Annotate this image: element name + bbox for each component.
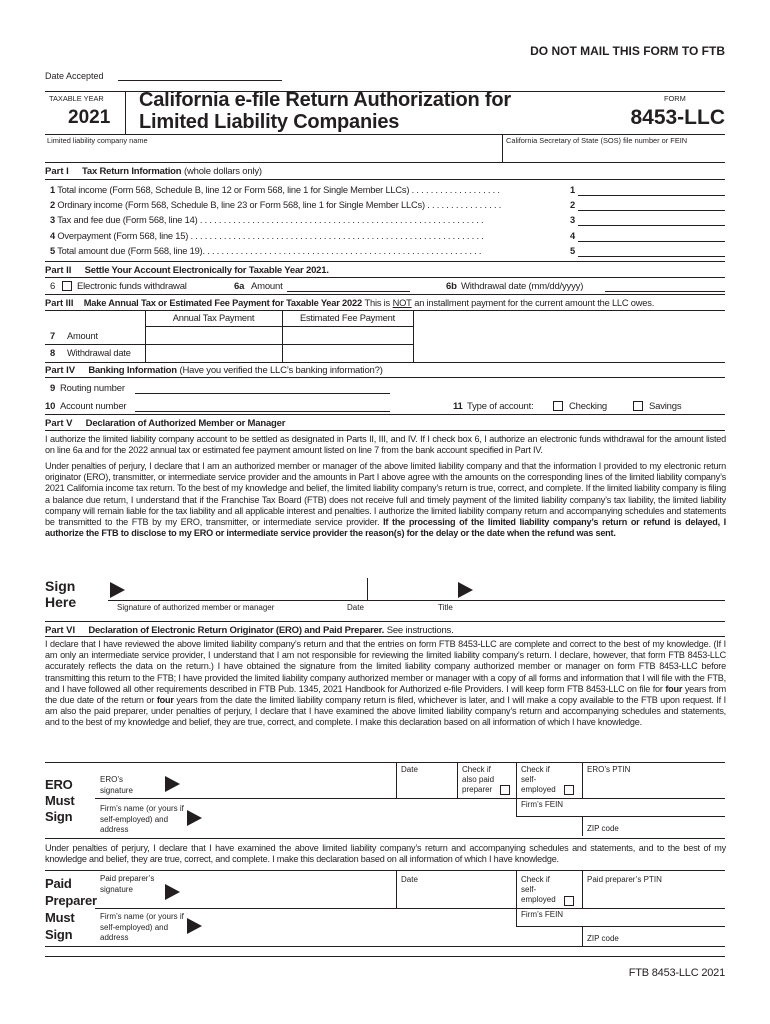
paid-label-1: Paid xyxy=(45,876,72,891)
line6b-date-field[interactable] xyxy=(605,281,725,292)
ero-firm-name-label: Firm’s name (or yours if self-employed) and address xyxy=(100,804,184,834)
line6-label: Electronic funds withdrawal xyxy=(77,281,187,292)
date-label: Date xyxy=(347,603,364,612)
ero-self-employed-label: Check if self-employed xyxy=(521,765,556,794)
account-type-label: Type of account: xyxy=(467,401,534,412)
signature-label: Signature of authorized member or manager xyxy=(117,603,275,612)
routing-number-label: Routing number xyxy=(60,383,125,394)
checking-checkbox[interactable] xyxy=(553,401,563,411)
form-label: FORM xyxy=(664,94,686,103)
preparer-sign-arrow-icon xyxy=(165,884,180,900)
ero-label-1: ERO xyxy=(45,777,73,792)
llc-name-field[interactable] xyxy=(47,146,497,158)
member-signature-field[interactable] xyxy=(130,578,360,598)
part6-see-instructions: See instructions. xyxy=(386,625,454,636)
ero-signature-label: ERO’s signature xyxy=(100,775,133,795)
part1-line xyxy=(50,185,568,195)
checking-label: Checking xyxy=(569,401,608,412)
part5-heading: Part V xyxy=(45,418,73,429)
preparer-firm-arrow-icon xyxy=(187,918,202,934)
part1-line-amount-field[interactable] xyxy=(578,215,725,226)
taxable-year-label: TAXABLE YEAR xyxy=(49,94,104,103)
refund-delay-authorization: If the processing of the limited liability company’s return or refund is delayed, I authorize the FTB to disclose to my ERO or intermediate service provider the reason(s) for the delay or the date when the refund was sent. xyxy=(45,517,726,539)
ero-declaration: I declare that I have reviewed the above limited liability company’s return and that the entries on form FTB 8453-LLC are complete and correct to the best of my knowledge. (If I am only an intermediate service provider, I understand that I am not responsible for reviewing the limited liability company’s return. I declare, however, that form FTB 8453-LLC accurately reflects the data on the return.) I have obtained the signature from the limited liability company authorized member or manager on form FTB 8453-LLC before transmitting this return to the FTB; I have provided the limited liability company authorized member or manager with a copy of all forms and information that I will file with the FTB, and I have followed all other requirements described in FTB Pub. 1345, 2021 Handbook for Authorized e-file Providers. I will keep form FTB 8453-LLC on file for four years from the due date of the return or four years from the date the limited liability company return is filed, whichever is later, and I will make a copy available to the FTB upon request. If I am also the paid preparer, under penalties of perjury, I declare that I have examined the above limited liability company’s return and accompanying schedules and statements, and to the best of my knowledge and belief, they are true, correct, and complete. I make this declaration based on all information of which I have knowledge. xyxy=(45,639,727,728)
part3-note-pre: This is xyxy=(364,298,390,308)
part2-title: Settle Your Account Electronically for Taxable Year 2021. xyxy=(84,265,329,276)
line6a-amount-field[interactable] xyxy=(287,281,410,292)
paid-label-2: Preparer xyxy=(45,893,97,908)
sos-number-label: California Secretary of State (SOS) file number or FEIN xyxy=(506,136,688,145)
ero-label-3: Sign xyxy=(45,809,73,824)
row8-label: Withdrawal date xyxy=(67,348,131,358)
part1-line-number: 3 xyxy=(50,215,55,226)
part1-line-text: Ordinary income (Form 568, Schedule B, line 23 or Form 568, line 1 for Single Member LLCs) . . . . . . . . . . . . . . . . xyxy=(57,200,502,211)
form-title-line2: Limited Liability Companies xyxy=(139,111,400,133)
sign-arrow-icon xyxy=(110,582,125,598)
preparer-date-label: Date xyxy=(401,875,418,884)
sos-number-field[interactable] xyxy=(506,146,724,158)
part1-line-ref: 5 xyxy=(570,245,575,256)
row7-number: 7 xyxy=(50,331,55,341)
ero-firm-name-field[interactable] xyxy=(207,800,512,830)
preparer-self-employed-label: Check if self-employed xyxy=(521,875,556,904)
preparer-firm-name-field[interactable] xyxy=(207,910,512,942)
savings-label: Savings xyxy=(649,401,682,412)
part1-line-ref: 3 xyxy=(570,215,575,226)
annual-tax-amount-field[interactable] xyxy=(146,327,281,343)
part6-title: Declaration of Electronic Return Originator (ERO) and Paid Preparer. xyxy=(88,625,385,636)
ero-signature-field[interactable] xyxy=(185,766,390,796)
part1-subtitle: (whole dollars only) xyxy=(184,166,262,177)
part6-heading: Part VI xyxy=(45,625,76,636)
part1-line-amount-field[interactable] xyxy=(578,231,725,242)
do-not-mail-notice: DO NOT MAIL THIS FORM TO FTB xyxy=(530,44,725,58)
preparer-firm-name-label: Firm’s name (or yours if self-employed) and address xyxy=(100,912,184,942)
ero-label-2: Must xyxy=(45,793,75,808)
preparer-signature-field[interactable] xyxy=(185,874,390,904)
check-paid-preparer-label: Check if also paid preparer xyxy=(462,765,495,794)
part3-note-post: an installment payment for the current amount the LLC owes. xyxy=(414,298,655,308)
part1-line-text: Total income (Form 568, Schedule B, line 12 or Form 568, line 1 for Single Member LLCs) . . . . . . . . . . . . . . . . . . . xyxy=(57,185,500,195)
part1-line-text: Total amount due (Form 568, line 19). . . . . . . . . . . . . . . . . . . . . . . . . . . . . . . . . . . . . . . . . . . . . . . . . . . . . . . . . . . xyxy=(57,245,482,256)
part1-line-amount-field[interactable] xyxy=(578,200,725,211)
member-title-field[interactable] xyxy=(478,578,723,598)
part1-line-ref: 1 xyxy=(570,185,575,195)
here-label: Here xyxy=(45,594,77,610)
llc-name-label: Limited liability company name xyxy=(47,136,148,145)
estimated-fee-amount-field[interactable] xyxy=(283,327,412,343)
part3-heading: Part III xyxy=(45,298,74,308)
account-number-field[interactable] xyxy=(135,401,390,412)
preparer-firm-fein-label: Firm’s FEIN xyxy=(521,910,564,919)
annual-tax-payment-header: Annual Tax Payment xyxy=(172,313,255,323)
part4-subtitle: (Have you verified the LLC’s banking information?) xyxy=(179,365,383,376)
part1-line xyxy=(50,200,568,210)
part1-heading: Part I xyxy=(45,166,69,177)
part1-line-number: 4 xyxy=(50,230,55,241)
part5-title: Declaration of Authorized Member or Manager xyxy=(85,418,286,429)
date-accepted-field[interactable] xyxy=(118,70,282,81)
title-arrow-icon xyxy=(458,582,473,598)
perjury-declaration: Under penalties of perjury, I declare that I am an authorized member or manager of the above limited liability company and that the information I provided to my electronic return originator (ERO), transmitter, or intermediate service provider and the amounts in Part I above agree with the amounts on the corresponding lines of the limited liability company’s 2021 California income tax return. To the best of my knowledge and belief, the limited liability company’s return is true, correct, and complete. If the limited liability company is filing a balance due return, I understand that if the Franchise Tax Board (FTB) does not receive full and timely payment of the limited liability company’s tax liability, the limited liability company will remain liable for the tax liability and all applicable interest and penalties. I authorize the limited liability company return and accompanying schedules and statements be transmitted to the FTB by my ERO, transmitter, or intermediate service provider. xyxy=(45,461,726,528)
part1-line-number: 2 xyxy=(50,200,55,211)
line11-number: 11 xyxy=(453,401,463,412)
part2-heading: Part II xyxy=(45,265,72,276)
part1-line-text: Tax and fee due (Form 568, line 14) . . . . . . . . . . . . . . . . . . . . . . . . . . . . . . . . . . . . . . . . . . . . . . . . . . . . . . . . . . . . xyxy=(57,215,484,226)
preparer-perjury-declaration: Under penalties of perjury, I declare that I have examined the above limited liability company’s return and accompanying schedules and statements, and to the best of my knowledge and belief, they are true, correct, and complete. I make this declaration based on all information of which I have knowledge. xyxy=(45,843,726,865)
part1-title: Tax Return Information xyxy=(81,166,182,177)
part4-title: Banking Information xyxy=(88,365,177,376)
sign-label: Sign xyxy=(45,578,76,594)
line6b-label: Withdrawal date (mm/dd/yyyy) xyxy=(461,281,584,292)
authorization-paragraph: I authorize the limited liability company account to be settled as designated in Parts II, III, and IV. If I check box 6, I authorize an electronic funds withdrawal for the amount listed on line 6a and for the 2022 annual tax or estimated fee payment amount listed on line 7 from the bank account specified in Part IV. xyxy=(45,434,726,456)
account-number-label: Account number xyxy=(60,401,127,412)
part1-line-amount-field[interactable] xyxy=(578,246,725,257)
preparer-zip-label: ZIP code xyxy=(587,934,619,943)
line6-number: 6 xyxy=(50,281,56,292)
line6a-label: Amount xyxy=(251,281,283,292)
part1-line-number: 5 xyxy=(50,245,55,256)
part1-line xyxy=(50,215,568,225)
part3-note-not: NOT xyxy=(392,298,412,308)
part3-title: Make Annual Tax or Estimated Fee Payment for Taxable Year 2022 xyxy=(83,298,362,308)
tax-year: 2021 xyxy=(68,107,111,128)
part1-line xyxy=(50,231,568,241)
row7-label: Amount xyxy=(67,331,98,341)
paid-label-4: Sign xyxy=(45,927,73,942)
date-accepted-label: Date Accepted xyxy=(45,71,104,81)
annual-tax-date-field[interactable] xyxy=(146,345,281,361)
part1-line-text: Overpayment (Form 568, line 15) . . . . . . . . . . . . . . . . . . . . . . . . . . . . . . . . . . . . . . . . . . . . . . . . . . . . . . . . . . . . . . xyxy=(57,230,484,241)
ero-sign-arrow-icon xyxy=(165,776,180,792)
part4-heading: Part IV xyxy=(45,365,76,376)
line6b-number: 6b xyxy=(446,281,457,292)
routing-number-field[interactable] xyxy=(135,383,390,394)
preparer-ptin-label: Paid preparer’s PTIN xyxy=(587,875,662,884)
line6a-number: 6a xyxy=(234,281,245,292)
part1-line-number: 1 xyxy=(50,185,55,195)
row8-number: 8 xyxy=(50,348,55,358)
form-footer: FTB 8453-LLC 2021 xyxy=(628,967,725,979)
part1-line-amount-field[interactable] xyxy=(578,185,725,196)
ero-firm-arrow-icon xyxy=(187,810,202,826)
ero-zip-label: ZIP code xyxy=(587,824,619,833)
part1-line-ref: 4 xyxy=(570,230,575,241)
title-label: Title xyxy=(438,603,453,612)
ero-firm-fein-label: Firm’s FEIN xyxy=(521,800,564,809)
estimated-fee-date-field[interactable] xyxy=(283,345,412,361)
form-title-line1: California e-file Return Authorization for xyxy=(139,89,511,111)
line9-number: 9 xyxy=(50,383,56,394)
ero-ptin-label: ERO’s PTIN xyxy=(587,765,631,774)
electronic-funds-withdrawal-checkbox[interactable] xyxy=(62,281,72,291)
ero-date-label: Date xyxy=(401,765,418,774)
also-paid-preparer-checkbox[interactable] xyxy=(500,785,510,795)
paid-label-3: Must xyxy=(45,910,75,925)
part1-line xyxy=(50,246,568,256)
line10-number: 10 xyxy=(45,401,56,412)
savings-checkbox[interactable] xyxy=(633,401,643,411)
preparer-self-employed-checkbox[interactable] xyxy=(564,896,574,906)
form-number: 8453-LLC xyxy=(630,106,725,129)
estimated-fee-payment-header: Estimated Fee Payment xyxy=(299,313,395,323)
part1-line-ref: 2 xyxy=(570,200,575,211)
preparer-signature-label: Paid preparer’s signature xyxy=(100,874,155,894)
ero-self-employed-checkbox[interactable] xyxy=(564,785,574,795)
